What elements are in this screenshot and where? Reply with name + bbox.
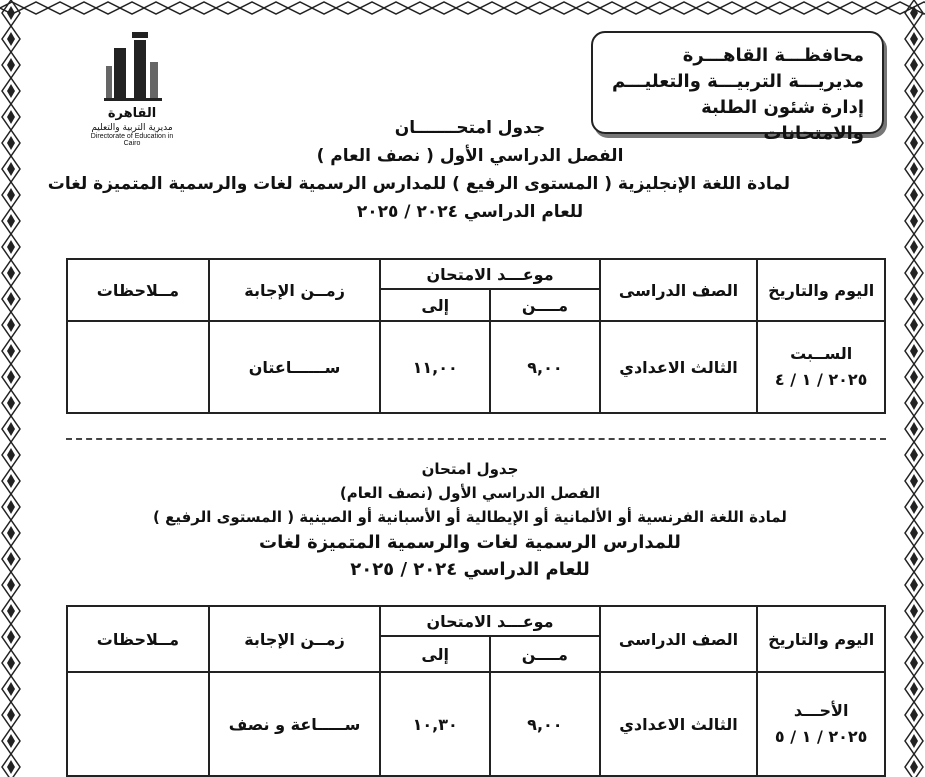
- header-notes: مــلاحظات: [67, 259, 209, 321]
- cell-date: ٢٠٢٥ / ١ / ٤: [774, 370, 868, 389]
- department-name: إدارة شئون الطلبة والامتحانات: [701, 97, 864, 144]
- cell-from: ٩,٠٠: [490, 672, 600, 776]
- schedule1-subject: لمادة اللغة الإنجليزية ( المستوى الرفيع ) للمدارس الرسمية لغات والرسمية المتميزة لغات: [47, 174, 790, 194]
- schedule2-subject: لمادة اللغة الفرنسية أو الألمانية أو الإيطالية أو الأسبانية أو الصينية ( المستوى الرفيع ): [153, 508, 787, 526]
- schedule2-table: [66, 605, 886, 777]
- header-duration: زمــن الإجابة: [209, 259, 381, 321]
- logo-caption-english: Directorate of Education in Cairo: [90, 133, 174, 147]
- header-day-date: اليوم والتاريخ: [757, 259, 885, 321]
- governorate-name: محافظـــة القاهـــرة: [682, 45, 864, 66]
- schedule1-year: للعام الدراسي ٢٠٢٤ / ٢٠٢٥: [356, 202, 584, 222]
- header-from: مــــن: [490, 289, 600, 321]
- table-row: [67, 672, 885, 776]
- cell-to: ١١,٠٠: [380, 321, 490, 413]
- left-ornamental-border: [0, 0, 22, 777]
- cell-to: ١٠,٣٠: [380, 672, 490, 776]
- header-grade: الصف الدراسى: [600, 606, 758, 672]
- header-day-date: اليوم والتاريخ: [757, 606, 885, 672]
- header-duration: زمــن الإجابة: [209, 606, 381, 672]
- directorate-name: مديريـــة التربيـــة والتعليـــم: [611, 71, 864, 92]
- schedule1-term: الفصل الدراسي الأول ( نصف العام ): [316, 146, 624, 166]
- schedule1-title: جدول امتحـــــــان: [394, 118, 546, 138]
- cell-grade: الثالث الاعدادي: [600, 672, 758, 776]
- cell-duration: ســــــاعتان: [209, 321, 381, 413]
- cell-notes: [67, 321, 209, 413]
- cell-date: ٢٠٢٥ / ١ / ٥: [774, 727, 868, 746]
- cell-day: الأحـــد: [793, 701, 849, 720]
- logo-emblem-icon: [86, 28, 178, 108]
- schedule2-year: للعام الدراسي ٢٠٢٤ / ٢٠٢٥: [350, 559, 590, 580]
- logo-name: القاهرة: [107, 106, 157, 121]
- cell-duration: ســـــاعة و نصف: [209, 672, 381, 776]
- cell-day: الســبت: [790, 344, 853, 363]
- section-separator: [66, 438, 886, 440]
- header-from: مــــن: [490, 636, 600, 672]
- schedule1-table: [66, 258, 886, 414]
- cell-from: ٩,٠٠: [490, 321, 600, 413]
- cell-grade: الثالث الاعدادي: [600, 321, 758, 413]
- cell-notes: [67, 672, 209, 776]
- header-to: إلى: [380, 289, 490, 321]
- right-ornamental-border: [903, 0, 925, 777]
- cell-day-date: [757, 321, 885, 413]
- header-exam-time: موعـــد الامتحان: [380, 259, 599, 289]
- table-row: [67, 321, 885, 413]
- schedule2-title: جدول امتحان: [421, 460, 519, 478]
- header-grade: الصف الدراسى: [600, 259, 758, 321]
- header-to: إلى: [380, 636, 490, 672]
- top-ornamental-border: [0, 0, 925, 16]
- schedule2-title-block: [150, 457, 790, 583]
- cell-day-date: [757, 672, 885, 776]
- header-notes: مــلاحظات: [67, 606, 209, 672]
- header-exam-time: موعـــد الامتحان: [380, 606, 599, 636]
- schedule2-schools: للمدارس الرسمية لغات والرسمية المتميزة لغات: [259, 532, 681, 553]
- logo-caption-arabic: مديرية التربية والتعليم: [91, 123, 173, 133]
- schedule2-term: الفصل الدراسي الأول (نصف العام): [339, 484, 601, 502]
